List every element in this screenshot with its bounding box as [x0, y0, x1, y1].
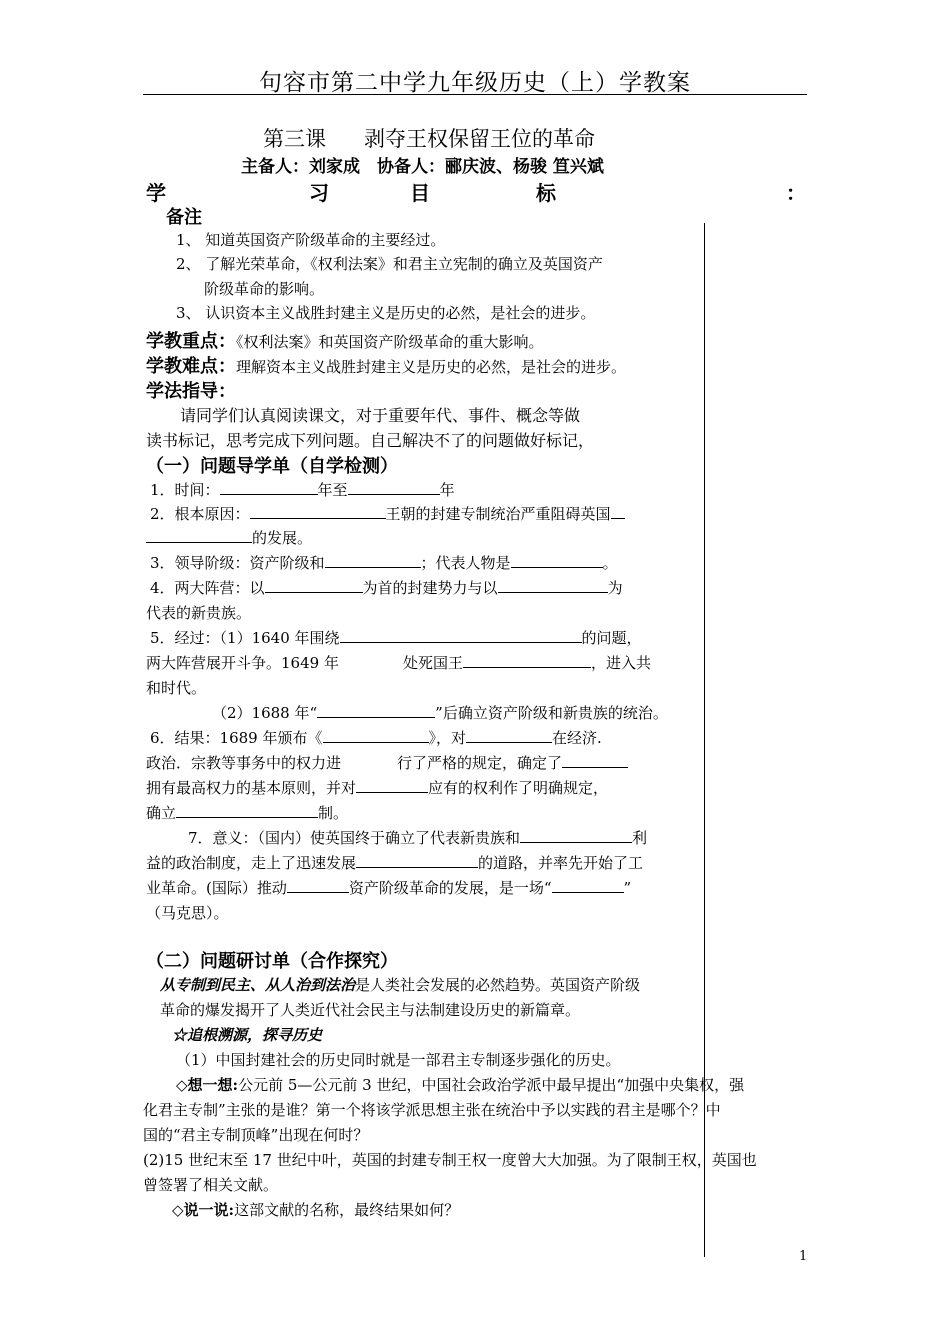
question-2: 2．根本原因： 王朝的封建专制统治严重阻碍英国 — [150, 503, 625, 524]
goals-heading-char: 目 — [410, 181, 430, 205]
answer-blank[interactable] — [348, 480, 440, 495]
section2-paragraph: (2)15 世纪末至 17 世纪中叶，英国的封建专制王权一度曾大大加强。为了限制王权，英国也 — [143, 1151, 757, 1169]
answer-blank[interactable] — [317, 703, 435, 718]
intro-emphasis: 从专制到民主、从人治到法治 — [160, 976, 356, 994]
answer-blank[interactable] — [463, 653, 591, 668]
answer-blank[interactable] — [562, 753, 628, 768]
question-3: 3．领导阶级：资产阶级和 ；代表人物是 。 — [150, 554, 618, 572]
answer-blank[interactable] — [611, 504, 625, 519]
header-rule — [143, 94, 807, 95]
method-label: 学法指导： — [146, 381, 236, 402]
section2-intro: 从专制到民主、从人治到法治是人类社会发展的必然趋势。英国资产阶级 — [160, 976, 641, 994]
question-2-cont: 的发展。 — [146, 527, 312, 548]
key-point-text: 《权利法案》和英国资产阶级革命的重大影响。 — [236, 333, 544, 351]
question-6: 6．结果：1689 年颁布《 》，对 在经济. — [150, 729, 602, 747]
lesson-number: 第三课 — [263, 127, 326, 151]
goals-heading-char: ： — [786, 181, 806, 205]
answer-blank[interactable] — [520, 828, 632, 843]
section2-paragraph-cont: 曾签署了相关文献。 — [143, 1176, 279, 1194]
goal-item: 3、 认识资本主义战胜封建主义是历史的必然，是社会的进步。 — [176, 304, 596, 322]
key-point-row — [146, 327, 544, 353]
section1-title: （一）问题导学单（自学检测） — [146, 456, 398, 477]
goal-item: 1、 知道英国资产阶级革命的主要经过。 — [176, 231, 446, 249]
page-number: 1 — [799, 1249, 808, 1264]
answer-blank[interactable] — [466, 728, 552, 743]
question-5: 5．经过：（1）1640 年围绕 的问题， — [150, 629, 642, 647]
answer-blank[interactable] — [250, 504, 386, 519]
question-5-part2: （2）1688 年“ ”后确立资产阶级和新贵族的统治。 — [212, 704, 668, 722]
method-line: 读书标记，思考完成下列问题。自己解决不了的问题做好标记， — [146, 431, 595, 450]
key-point-label: 学教重点： — [146, 331, 236, 352]
answer-blank[interactable] — [552, 878, 624, 893]
answer-blank[interactable] — [220, 480, 318, 495]
lesson-authors: 主备人：刘家成 协备人：郦庆波、杨骏 笪兴斌 — [241, 157, 604, 177]
question-7-cont: 益的政治制度，走上了迅速发展 的道路，并率先开始了工 — [146, 854, 644, 872]
question-1: 1．时间： 年至 年 — [150, 481, 455, 499]
goal-item-continuation: 阶级革命的影响。 — [204, 280, 325, 298]
question-7-cont: 业革命。(国际）推动 资产阶级革命的发展，是一场“ ” — [146, 879, 632, 897]
say-row: ◇说一说:这部文献的名称，最终结果如何？ — [172, 1201, 460, 1219]
answer-blank[interactable] — [498, 578, 608, 593]
think-cont: 化君主专制”主张的是谁？第一个将该学派思想主张在统治中予以实践的君主是哪个？中 — [143, 1101, 721, 1119]
question-5-cont: 和时代。 — [146, 679, 207, 697]
answer-blank[interactable] — [146, 528, 252, 543]
question-6-cont: 拥有最高权力的基本原则，并对 应有的权利作了明确规定， — [146, 779, 609, 797]
answer-blank[interactable] — [287, 878, 349, 893]
question-7-cont: （马克思）。 — [146, 904, 229, 922]
answer-blank[interactable] — [265, 578, 363, 593]
say-label: ◇说一说: — [172, 1201, 235, 1219]
think-row: ◇想一想:公元前 5—公元前 3 世纪，中国社会政治学派中最早提出“加强中央集权，强 — [176, 1076, 745, 1094]
method-line: 请同学们认真阅读课文，对于重要年代、事件、概念等做 — [180, 406, 581, 425]
lesson-title: 剥夺王权保留王位的革命 — [364, 127, 595, 151]
difficulty-text: 理解资本主义战胜封建主义是历史的必然，是社会的进步。 — [236, 358, 627, 376]
goal-item: 2、 了解光荣革命，《权利法案》和君主立宪制的确立及英国资产 — [176, 255, 603, 273]
section2-intro-cont: 革命的爆发揭开了人类近代社会民主与法制建设历史的新篇章。 — [160, 1001, 581, 1019]
question-6-cont: 政治．宗教等事务中的权力进 行了严格的规定，确定了 — [146, 752, 628, 773]
answer-blank[interactable] — [356, 853, 478, 868]
section2-paragraph: （1）中国封建社会的历史同时就是一部君主专制逐步强化的历史。 — [176, 1051, 621, 1069]
question-4: 4．两大阵营：以 为首的封建势力与以 为 — [150, 579, 623, 597]
lesson-title-line — [263, 123, 595, 153]
difficulty-row — [146, 352, 626, 378]
goals-heading-char: 学 — [146, 181, 166, 205]
section2-title: （二）问题研讨单（合作探究） — [146, 951, 398, 972]
question-7: 7．意义：（国内）使英国终于确立了代表新贵族和 利 — [188, 829, 648, 847]
document-header-title: 句容市第二中学九年级历史（上）学教案 — [259, 70, 691, 96]
answer-blank[interactable] — [356, 778, 428, 793]
answer-blank[interactable] — [325, 553, 421, 568]
answer-blank[interactable] — [511, 553, 603, 568]
goals-heading-char: 标 — [536, 181, 556, 205]
think-label: ◇想一想: — [176, 1076, 239, 1094]
section2-subhead: ☆追根溯源，探寻历史 — [172, 1026, 323, 1044]
think-cont: 国的“君主专制顶峰”出现在何时？ — [143, 1126, 369, 1144]
answer-blank[interactable] — [340, 628, 582, 643]
side-note-label: 备注 — [166, 207, 202, 228]
question-6-cont: 确立 制。 — [146, 804, 349, 822]
difficulty-label: 学教难点： — [146, 356, 236, 377]
answer-blank[interactable] — [176, 803, 318, 818]
answer-blank[interactable] — [323, 728, 429, 743]
question-5-cont: 两大阵营展开斗争。1649 年 处死国王 ，进入共 — [146, 654, 651, 672]
goals-heading-char: 习 — [309, 181, 329, 205]
question-4-cont: 代表的新贵族。 — [146, 604, 252, 622]
